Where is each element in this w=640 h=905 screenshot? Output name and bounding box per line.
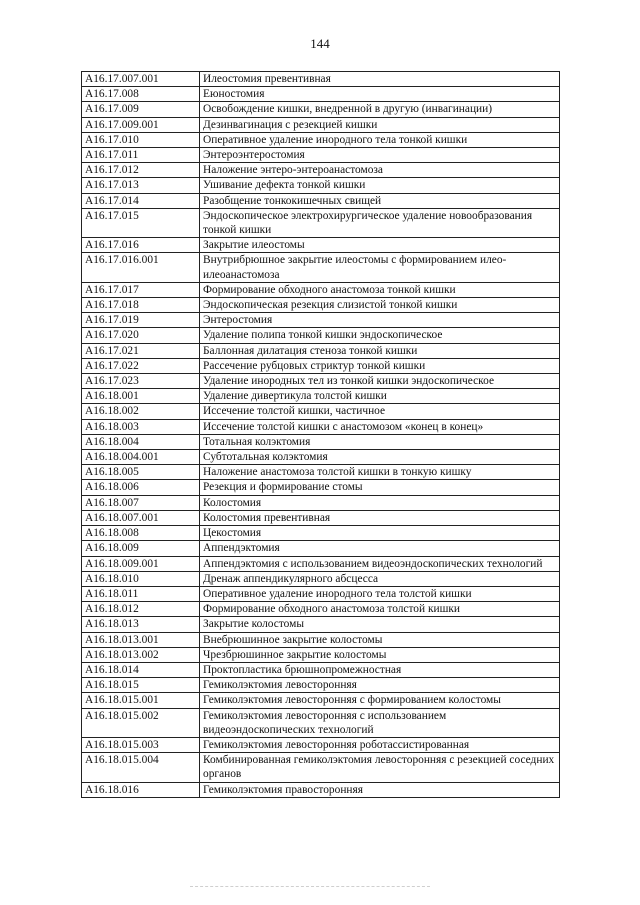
procedure-code-cell: A16.18.013.002 (82, 647, 200, 662)
table-row (82, 148, 560, 163)
procedure-name-cell: Еюностомия (200, 87, 560, 102)
table-row (82, 298, 560, 313)
procedure-name-cell: Энтеростомия (200, 313, 560, 328)
procedure-name-cell: Освобождение кишки, внедренной в другую (инвагинации) (200, 102, 560, 117)
procedure-code-cell: A16.17.021 (82, 343, 200, 358)
table-row (82, 253, 560, 282)
page-number: 144 (310, 36, 330, 51)
procedure-code-cell: A16.17.007.001 (82, 72, 200, 87)
procedure-code-cell: A16.18.012 (82, 602, 200, 617)
procedure-code-cell: A16.18.015.001 (82, 693, 200, 708)
table-row (82, 419, 560, 434)
table-row (82, 602, 560, 617)
procedure-name-cell: Комбинированная гемиколэктомия левосторонняя с резекцией соседних органов (200, 753, 560, 782)
procedure-code-cell: A16.18.009.001 (82, 556, 200, 571)
procedure-code-cell: A16.18.007.001 (82, 510, 200, 525)
procedure-code-cell: A16.18.015.004 (82, 753, 200, 782)
table-row (82, 72, 560, 87)
table-row (82, 586, 560, 601)
procedure-code-cell: A16.18.015 (82, 678, 200, 693)
procedure-name-cell: Разобщение тонкокишечных свищей (200, 193, 560, 208)
procedure-code-cell: A16.17.013 (82, 178, 200, 193)
procedure-name-cell: Удаление инородных тел из тонкой кишки эндоскопическое (200, 374, 560, 389)
procedure-code-cell: A16.18.013 (82, 617, 200, 632)
procedure-name-cell: Аппендэктомия (200, 541, 560, 556)
procedure-name-cell: Внебрюшинное закрытие колостомы (200, 632, 560, 647)
procedure-code-cell: A16.18.015.002 (82, 708, 200, 737)
table-row (82, 541, 560, 556)
procedure-code-cell: A16.17.016 (82, 238, 200, 253)
procedure-code-cell: A16.18.015.003 (82, 737, 200, 752)
table-row (82, 208, 560, 237)
procedure-code-cell: A16.17.009.001 (82, 117, 200, 132)
page-bottom-rule (190, 886, 430, 887)
procedure-code-cell: A16.17.014 (82, 193, 200, 208)
procedure-code-cell: A16.18.004.001 (82, 450, 200, 465)
table-row (82, 617, 560, 632)
procedure-code-cell: A16.17.023 (82, 374, 200, 389)
procedure-name-cell: Аппендэктомия с использованием видеоэндоскопических технологий (200, 556, 560, 571)
procedure-name-cell: Закрытие колостомы (200, 617, 560, 632)
table-row (82, 480, 560, 495)
procedure-code-cell: A16.17.016.001 (82, 253, 200, 282)
procedure-code-cell: A16.18.008 (82, 526, 200, 541)
table-row (82, 510, 560, 525)
table-row (82, 708, 560, 737)
procedure-code-cell: A16.18.011 (82, 586, 200, 601)
procedure-name-cell: Субтотальная колэктомия (200, 450, 560, 465)
procedure-name-cell: Колостомия (200, 495, 560, 510)
procedure-name-cell: Гемиколэктомия правосторонняя (200, 782, 560, 797)
table-row (82, 132, 560, 147)
procedure-name-cell: Тотальная колэктомия (200, 434, 560, 449)
procedure-code-cell: A16.17.018 (82, 298, 200, 313)
procedure-name-cell: Ушивание дефекта тонкой кишки (200, 178, 560, 193)
procedure-code-cell: A16.18.016 (82, 782, 200, 797)
procedure-code-cell: A16.17.008 (82, 87, 200, 102)
procedure-name-cell: Гемиколэктомия левосторонняя (200, 678, 560, 693)
table-row (82, 313, 560, 328)
procedure-name-cell: Энтероэнтеростомия (200, 148, 560, 163)
procedure-name-cell: Формирование обходного анастомоза толстой кишки (200, 602, 560, 617)
procedure-code-cell: A16.17.010 (82, 132, 200, 147)
table-row (82, 163, 560, 178)
procedure-name-cell: Удаление полипа тонкой кишки эндоскопическое (200, 328, 560, 343)
procedure-name-cell: Гемиколэктомия левосторонняя с использованием видеоэндоскопических технологий (200, 708, 560, 737)
table-row (82, 662, 560, 677)
procedure-code-cell: A16.18.001 (82, 389, 200, 404)
procedure-name-cell: Проктопластика брюшнопромежностная (200, 662, 560, 677)
table-row (82, 571, 560, 586)
table-row (82, 178, 560, 193)
procedure-name-cell: Колостомия превентивная (200, 510, 560, 525)
procedure-name-cell: Иссечение толстой кишки с анастомозом «конец в конец» (200, 419, 560, 434)
procedure-code-cell: A16.17.015 (82, 208, 200, 237)
procedure-name-cell: Наложение энтеро-энтероанастомоза (200, 163, 560, 178)
procedure-code-cell: A16.18.013.001 (82, 632, 200, 647)
table-row (82, 238, 560, 253)
procedure-name-cell: Иссечение толстой кишки, частичное (200, 404, 560, 419)
table-row (82, 343, 560, 358)
table-row (82, 434, 560, 449)
procedure-name-cell: Наложение анастомоза толстой кишки в тонкую кишку (200, 465, 560, 480)
procedure-name-cell: Закрытие илеостомы (200, 238, 560, 253)
table-row (82, 193, 560, 208)
procedure-code-cell: A16.18.007 (82, 495, 200, 510)
procedure-code-cell: A16.18.006 (82, 480, 200, 495)
procedure-code-cell: A16.17.017 (82, 282, 200, 297)
procedure-code-cell: A16.18.009 (82, 541, 200, 556)
table-row (82, 117, 560, 132)
procedure-name-cell: Эндоскопическая резекция слизистой тонкой кишки (200, 298, 560, 313)
table-row (82, 87, 560, 102)
table-row (82, 374, 560, 389)
procedure-codes-table (81, 71, 560, 798)
procedure-name-cell: Резекция и формирование стомы (200, 480, 560, 495)
procedure-name-cell: Внутрибрюшное закрытие илеостомы с формированием илео-илеоанастомоза (200, 253, 560, 282)
table-row (82, 328, 560, 343)
table-row (82, 693, 560, 708)
table-row (82, 737, 560, 752)
procedure-code-cell: A16.18.010 (82, 571, 200, 586)
table-row (82, 526, 560, 541)
table-row (82, 465, 560, 480)
procedure-name-cell: Эндоскопическое электрохирургическое удаление новообразования тонкой кишки (200, 208, 560, 237)
table-row (82, 102, 560, 117)
procedure-name-cell: Оперативное удаление инородного тела тонкой кишки (200, 132, 560, 147)
procedure-code-cell: A16.17.012 (82, 163, 200, 178)
procedure-name-cell: Оперативное удаление инородного тела толстой кишки (200, 586, 560, 601)
table-row (82, 632, 560, 647)
procedure-code-cell: A16.17.020 (82, 328, 200, 343)
table-row (82, 282, 560, 297)
procedure-name-cell: Илеостомия превентивная (200, 72, 560, 87)
table-row (82, 647, 560, 662)
procedure-code-cell: A16.18.005 (82, 465, 200, 480)
table-row (82, 556, 560, 571)
procedure-code-cell: A16.18.014 (82, 662, 200, 677)
procedure-code-cell: A16.18.004 (82, 434, 200, 449)
table-row (82, 495, 560, 510)
procedure-codes-body (82, 72, 560, 798)
table-row (82, 678, 560, 693)
table-row (82, 782, 560, 797)
procedure-name-cell: Дренаж аппендикулярного абсцесса (200, 571, 560, 586)
procedure-name-cell: Баллонная дилатация стеноза тонкой кишки (200, 343, 560, 358)
table-row (82, 404, 560, 419)
procedure-name-cell: Формирование обходного анастомоза тонкой кишки (200, 282, 560, 297)
procedure-name-cell: Чрезбрюшинное закрытие колостомы (200, 647, 560, 662)
procedure-code-cell: A16.17.022 (82, 358, 200, 373)
table-row (82, 389, 560, 404)
procedure-name-cell: Гемиколэктомия левосторонняя с формированием колостомы (200, 693, 560, 708)
procedure-name-cell: Гемиколэктомия левосторонняя роботассистированная (200, 737, 560, 752)
procedure-name-cell: Удаление дивертикула толстой кишки (200, 389, 560, 404)
procedure-name-cell: Рассечение рубцовых стриктур тонкой кишки (200, 358, 560, 373)
table-row (82, 358, 560, 373)
table-row (82, 753, 560, 782)
procedure-code-cell: A16.18.002 (82, 404, 200, 419)
procedure-name-cell: Дезинвагинация с резекцией кишки (200, 117, 560, 132)
procedure-code-cell: A16.17.019 (82, 313, 200, 328)
procedure-name-cell: Цекостомия (200, 526, 560, 541)
table-row (82, 450, 560, 465)
procedure-code-cell: A16.18.003 (82, 419, 200, 434)
procedure-code-cell: A16.17.011 (82, 148, 200, 163)
procedure-code-cell: A16.17.009 (82, 102, 200, 117)
